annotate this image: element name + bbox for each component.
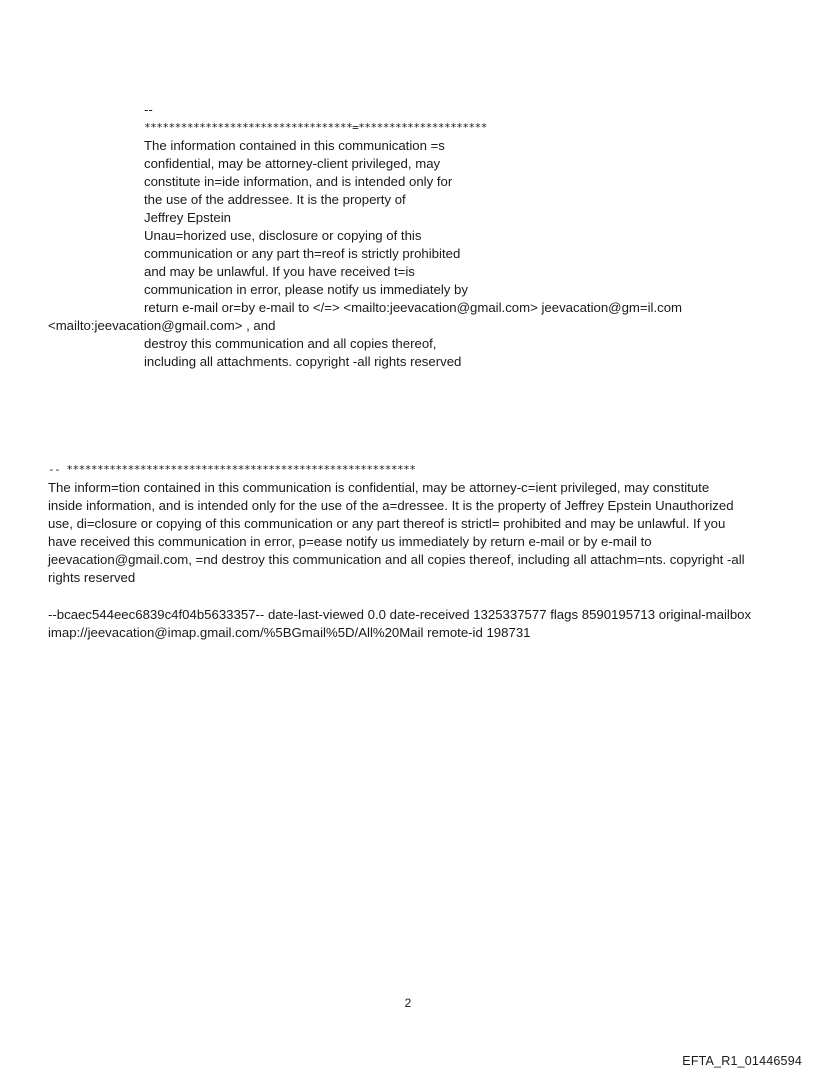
document-id: EFTA_R1_01446594 — [682, 1054, 802, 1068]
disclaimer-line: confidential, may be attorney-client privileged, may — [144, 156, 441, 171]
separator-stars: **********************************=********************* — [144, 121, 487, 134]
separator-stars: -- ********************************************************* — [48, 463, 416, 476]
disclaimer-line: communication in error, please notify us immediately by — [144, 282, 468, 297]
disclaimer-line: rights reserved — [48, 570, 136, 585]
disclaimer-line: constitute in=ide information, and is intended only for — [144, 174, 453, 189]
disclaimer-line: jeevacation@gmail.com, =nd destroy this communication and all copies thereof, including all attachm=nts. copyright -all — [48, 552, 745, 567]
disclaimer-line: use, di=closure or copying of this communication or any part thereof is strictl= prohibited and may be unlawful. If you — [48, 516, 726, 531]
disclaimer-line: inside information, and is intended only for the use of the a=dressee. It is the property of Jeffrey Epstein Unauthorized — [48, 498, 734, 513]
disclaimer-line: the use of the addressee. It is the property of — [144, 192, 406, 207]
disclaimer-line: destroy this communication and all copies thereof, — [144, 336, 437, 351]
separator-dashes: -- — [144, 102, 153, 117]
disclaimer-line: The information contained in this communication =s — [144, 138, 445, 153]
metadata-line: --bcaec544eec6839c4f04b5633357-- date-last-viewed 0.0 date-received 1325337577 flags 8590195713 original-mailbox — [48, 607, 752, 622]
disclaimer-line: The inform=tion contained in this communication is confidential, may be attorney-c=ient privileged, may constitute — [48, 480, 710, 495]
metadata-line: imap://jeevacation@imap.gmail.com/%5BGmail%5D/All%20Mail remote-id 198731 — [48, 625, 531, 640]
disclaimer-line: including all attachments. copyright -all rights reserved — [144, 354, 462, 369]
disclaimer-line: Jeffrey Epstein — [144, 210, 231, 225]
disclaimer-line: communication or any part th=reof is strictly prohibited — [144, 246, 461, 261]
disclaimer-wrap-line: <mailto:jeevacation@gmail.com> , and — [48, 318, 276, 333]
disclaimer-line: return e-mail or=by e-mail to </=> <mailto:jeevacation@gmail.com> jeevacation@gm=il.com — [144, 300, 683, 315]
disclaimer-line: and may be unlawful. If you have received t=is — [144, 264, 415, 279]
disclaimer-line: have received this communication in error, p=ease notify us immediately by return e-mail or by e-mail to — [48, 534, 652, 549]
page-number: 2 — [404, 996, 412, 1010]
disclaimer-line: Unau=horized use, disclosure or copying of this — [144, 228, 422, 243]
